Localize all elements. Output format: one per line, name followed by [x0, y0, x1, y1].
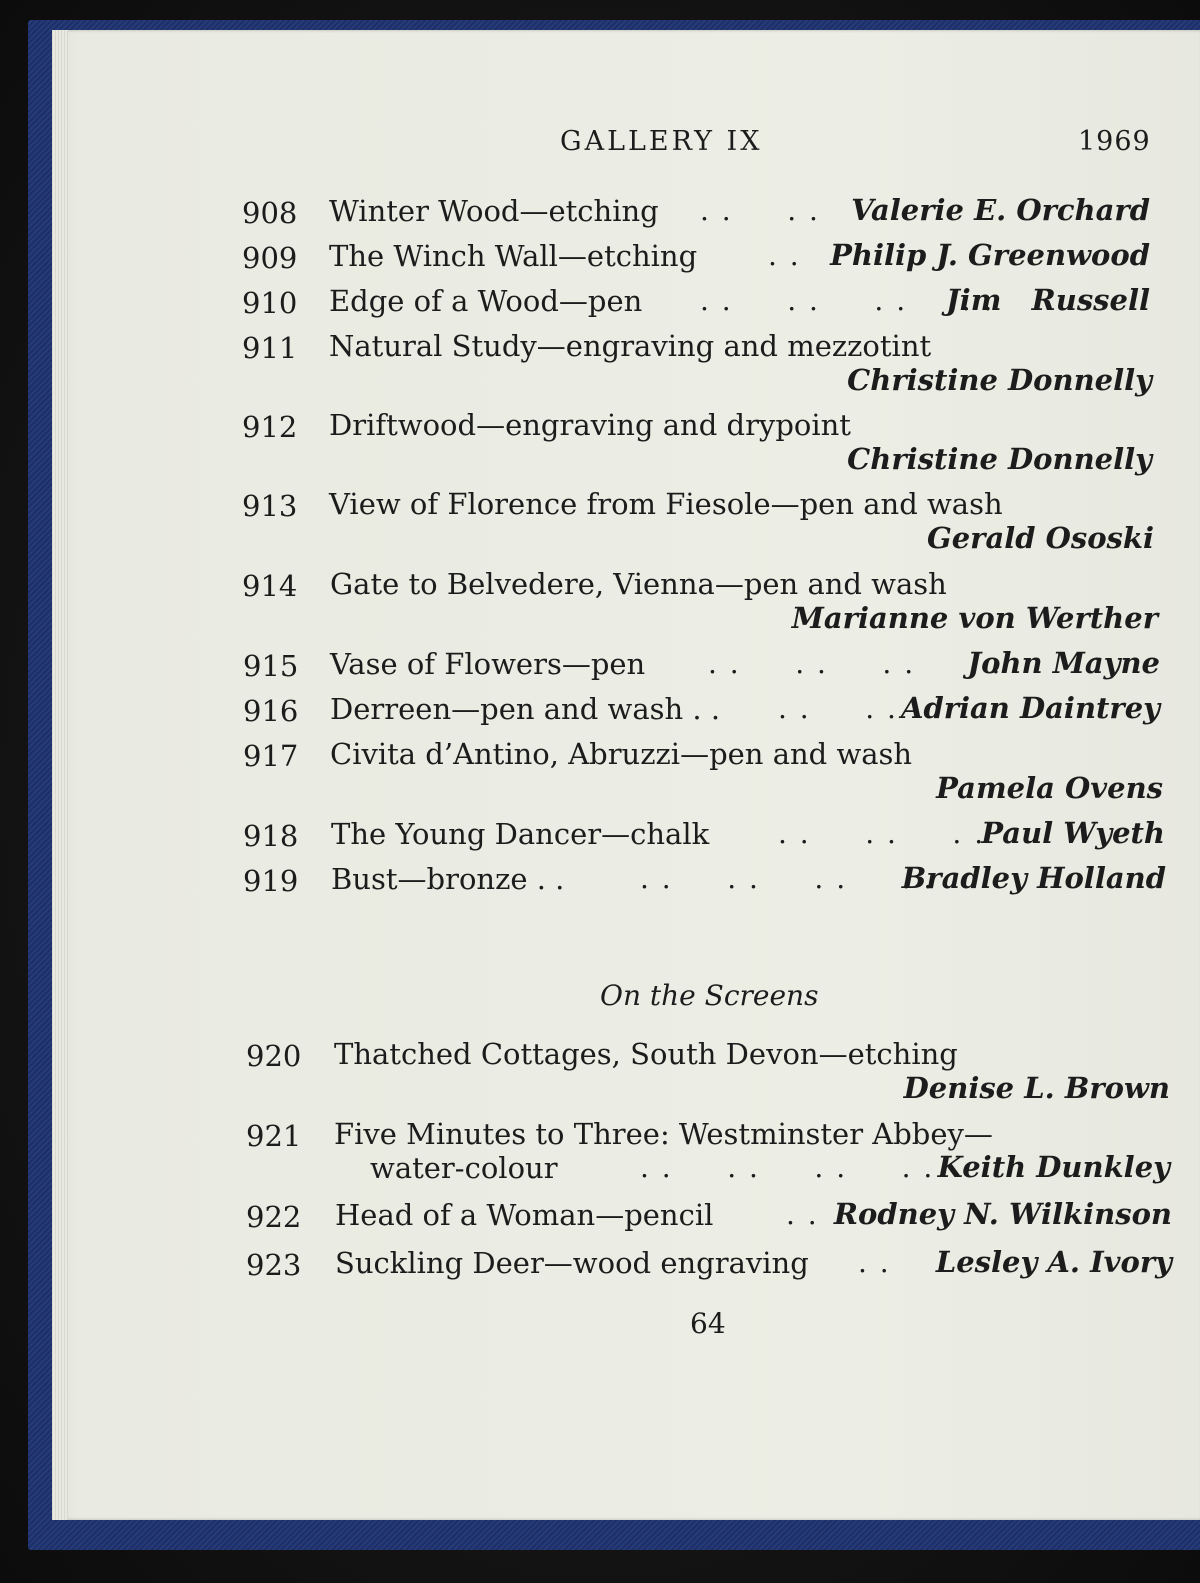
entry-number: 922: [246, 1200, 302, 1234]
entry-leader: . . . . . . . .: [640, 862, 935, 895]
entry-title: Civita d’Antino, Abruzzi—pen and wash: [330, 737, 913, 771]
entry-title: Suckling Deer—wood engraving: [335, 1246, 809, 1280]
entry-title: Five Minutes to Three: Westminster Abbey—: [334, 1117, 993, 1151]
entry-artist: Bradley Holland: [901, 861, 1166, 895]
entry-leader: . .: [786, 1198, 819, 1231]
entry-title: View of Florence from Fiesole—pen and wash: [329, 487, 1003, 521]
entry-number: 911: [242, 331, 298, 365]
entry-artist: Christine Donnelly: [847, 363, 1152, 397]
entry-artist: Keith Dunkley: [937, 1150, 1170, 1184]
entry-title: Gate to Belvedere, Vienna—pen and wash: [330, 567, 947, 601]
entry-number: 909: [242, 241, 298, 275]
entry-artist: John Mayne: [967, 646, 1160, 680]
page-number: 64: [690, 1307, 726, 1340]
entry-number: 919: [243, 864, 299, 898]
entry-artist: Jim Russell: [945, 283, 1150, 317]
entry-title: Natural Study—engraving and mezzotint: [329, 329, 932, 363]
entry-leader: . . . . . .: [778, 817, 986, 850]
entry-title: Driftwood—engraving and drypoint: [329, 408, 851, 442]
entry-title: The Winch Wall—etching: [329, 239, 698, 273]
entry-title: Edge of a Wood—pen: [329, 284, 643, 318]
entry-leader: . . . .: [700, 194, 820, 227]
entry-artist: Lesley A. Ivory: [935, 1245, 1172, 1279]
entry-artist: Philip J. Greenwood: [830, 238, 1150, 272]
entry-number: 912: [242, 410, 298, 444]
entry-number: 918: [243, 819, 299, 853]
entry-title: Winter Wood—etching: [329, 194, 659, 228]
entry-leader: . .: [768, 239, 801, 272]
entry-leader: . . . . . . . .: [640, 1151, 935, 1184]
entry-number: 908: [242, 196, 298, 230]
entry-number: 923: [246, 1248, 302, 1282]
entry-number: 910: [242, 286, 298, 320]
entry-number: 916: [243, 694, 299, 728]
entry-artist: Denise L. Brown: [903, 1071, 1170, 1105]
entry-artist: Paul Wyeth: [981, 816, 1165, 850]
entry-title: Bust—bronze . .: [331, 862, 565, 896]
entry-artist: Valerie E. Orchard: [851, 193, 1150, 227]
entry-number: 917: [243, 739, 299, 773]
entry-title: The Young Dancer—chalk: [331, 817, 710, 851]
entry-number: 920: [246, 1039, 302, 1073]
entry-number: 913: [242, 489, 298, 523]
entry-leader: . . . .: [778, 692, 898, 725]
entry-title: Thatched Cottages, South Devon—etching: [334, 1037, 958, 1071]
entry-title: Vase of Flowers—pen: [330, 647, 646, 681]
entry-artist: Pamela Ovens: [936, 771, 1163, 805]
entry-artist: Marianne von Werther: [791, 601, 1158, 635]
year-heading: 1969: [1078, 126, 1151, 157]
section-heading: On the Screens: [600, 979, 819, 1012]
entry-artist: Adrian Daintrey: [900, 691, 1160, 725]
entry-title: Derreen—pen and wash . .: [330, 692, 721, 726]
entry-artist: Gerald Ososki: [926, 521, 1154, 555]
entry-artist: Rodney N. Wilkinson: [833, 1197, 1172, 1231]
entry-number: 915: [243, 649, 299, 683]
entry-artist: Christine Donnelly: [847, 442, 1152, 476]
gallery-heading: GALLERY IX: [560, 126, 763, 157]
entry-leader: . .: [858, 1246, 891, 1279]
entry-number: 914: [242, 569, 298, 603]
entry-title-continuation: water-colour: [370, 1151, 558, 1185]
entry-leader: . . . . . . . .: [708, 647, 1003, 680]
entry-leader: . . . . . . . .: [700, 284, 995, 317]
entry-title: Head of a Woman—pencil: [335, 1198, 714, 1232]
entry-number: 921: [246, 1119, 302, 1153]
